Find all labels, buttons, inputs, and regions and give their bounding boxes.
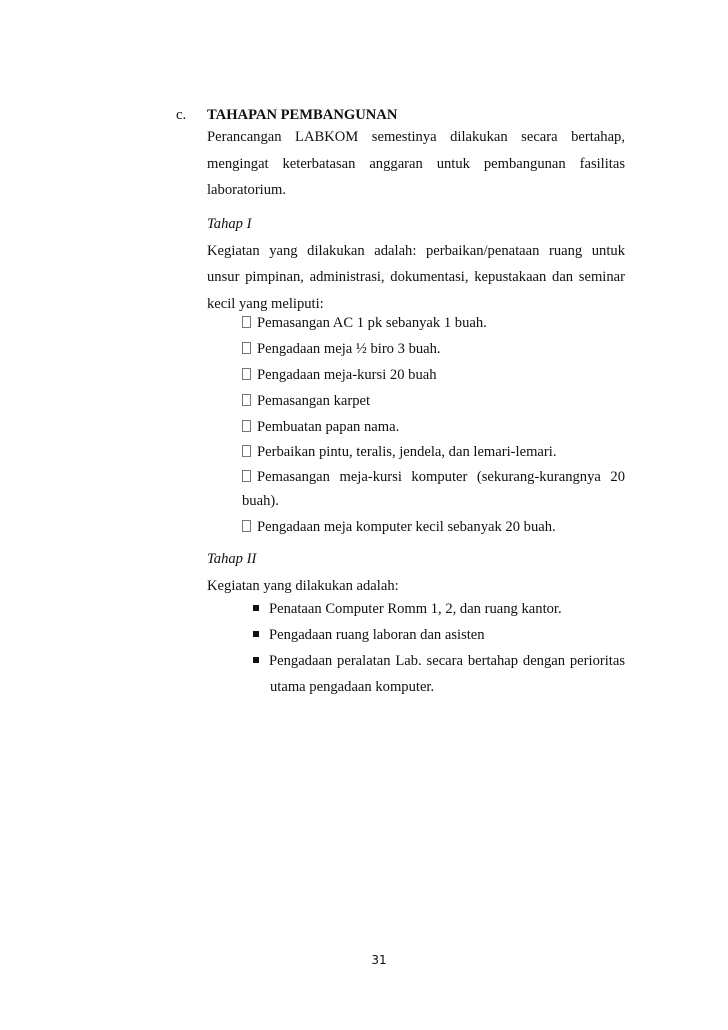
list-item (242, 364, 437, 386)
list-item-text: Pengadaan meja komputer kecil sebanyak 20 buah. (257, 519, 556, 535)
list-item-text: Perbaikan pintu, teralis, jendela, dan lemari-lemari. (257, 444, 557, 460)
list-item (242, 441, 556, 463)
list-item (242, 312, 487, 334)
intro-line: laboratorium. (207, 182, 287, 199)
tahap1-desc-line: unsur pimpinan, administrasi, dokumentasi, kepustakaan dan seminar (207, 269, 625, 286)
tahap2-section (207, 546, 625, 599)
list-item (253, 598, 562, 620)
tahap1-desc-line: kecil yang meliputi: (207, 295, 324, 312)
list-item-text: Pengadaan meja ½ biro 3 buah. (257, 341, 441, 357)
tahap1-section (207, 211, 625, 317)
list-item-text: Pengadaan ruang laboran dan asisten (269, 627, 485, 643)
bullet-box-icon (242, 420, 251, 432)
square-bullet-icon (253, 657, 259, 663)
bullet-box-icon (242, 470, 251, 482)
list-item-text: Pengadaan meja-kursi 20 buah (257, 367, 437, 383)
square-bullet-icon (253, 631, 259, 637)
tahap2-desc: Kegiatan yang dilakukan adalah: (207, 577, 399, 594)
intro-paragraph (207, 124, 625, 204)
page-number: 31 (371, 953, 387, 967)
intro-line: Perancangan LABKOM semestinya dilakukan secara bertahap, (207, 129, 625, 145)
bullet-box-icon (242, 342, 251, 354)
list-item-text: Pengadaan peralatan Lab. secara bertahap dengan perioritas (269, 653, 625, 669)
bullet-box-icon (242, 394, 251, 406)
bullet-box-icon (242, 520, 251, 532)
list-item-text: Pembuatan papan nama. (257, 419, 400, 435)
list-item-continuation: buah). (242, 493, 279, 509)
list-item-continuation: utama pengadaan komputer. (270, 679, 435, 695)
bullet-box-icon (242, 368, 251, 380)
list-item (242, 466, 625, 488)
list-item (253, 650, 625, 672)
tahap2-heading: Tahap II (207, 551, 257, 567)
list-item-text: Pemasangan karpet (257, 393, 371, 409)
bullet-box-icon (242, 445, 251, 457)
list-item-text: Penataan Computer Romm 1, 2, dan ruang kantor. (269, 601, 562, 617)
tahap1-heading: Tahap I (207, 216, 252, 232)
list-item-text: Pemasangan AC 1 pk sebanyak 1 buah. (257, 315, 487, 331)
list-item (242, 390, 370, 412)
list-item (242, 416, 399, 438)
list-item (242, 338, 441, 360)
list-item-text: Pemasangan meja-kursi komputer (sekurang-kurangnya 20 (257, 469, 625, 485)
square-bullet-icon (253, 605, 259, 611)
list-item (253, 624, 485, 646)
section-title: TAHAPAN PEMBANGUNAN (207, 107, 398, 123)
list-item (242, 516, 556, 538)
bullet-box-icon (242, 316, 251, 328)
section-marker: c. (176, 107, 187, 123)
intro-line: mengingat keterbatasan anggaran untuk pembangunan fasilitas (207, 155, 625, 172)
tahap1-desc-line: Kegiatan yang dilakukan adalah: perbaikan/penataan ruang untuk (207, 242, 625, 259)
